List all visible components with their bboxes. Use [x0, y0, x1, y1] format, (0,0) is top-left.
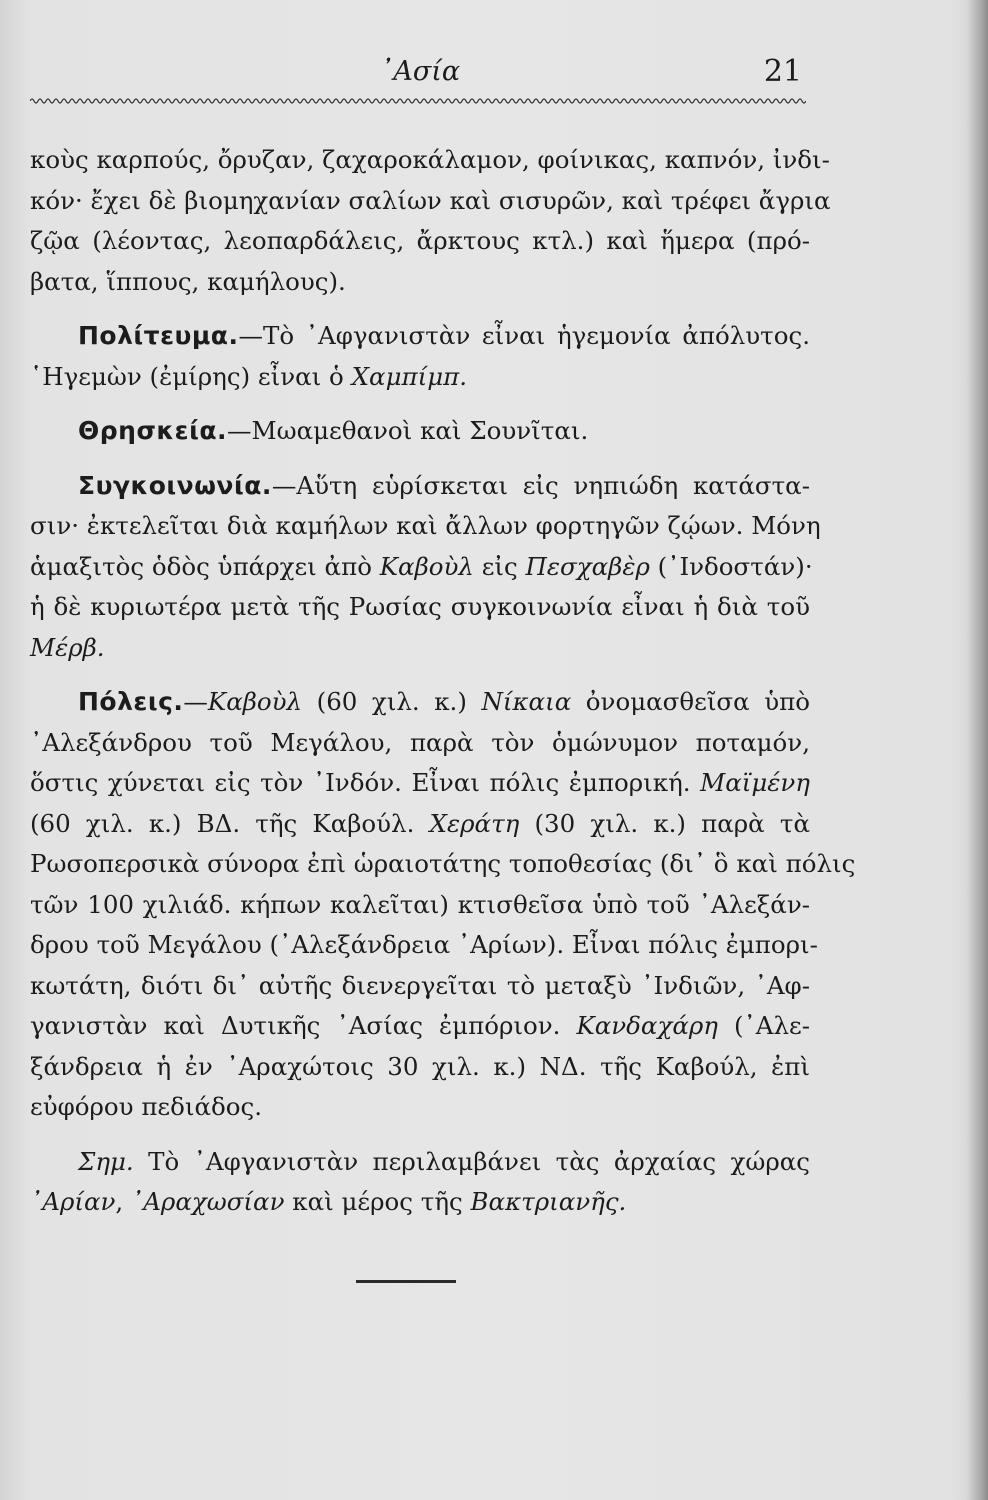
- text-run: ῾Ηγεμὼν (ἐμίρης) εἶναι ὁ: [30, 361, 352, 391]
- text-line: [30, 357, 810, 398]
- text-line: κωτάτη, διότι δι᾿ αὐτῆς διενεργεῖται τὸ μεταξὺ ᾿Ινδιῶν, ᾿Αφ-: [30, 970, 810, 1000]
- text-line: ᾿Αλεξάνδρου τοῦ Μεγάλου, παρὰ τὸν ὁμώνυμον ποταμόν,: [30, 727, 810, 757]
- italic-name: Κανδαχάρη: [576, 1011, 718, 1040]
- text-run: ὀνομασθεῖσα ὑπὸ: [571, 687, 810, 716]
- italic-name: Μαϊμένη: [700, 768, 810, 797]
- text-run: (60 χιλ. κ.): [302, 687, 482, 716]
- text-line: [30, 1142, 810, 1183]
- text-line: τῶν 100 χιλιάδ. κήπων καλεῖται) κτισθεῖσα ὑπὸ τοῦ ᾿Αλεξάν-: [30, 889, 810, 919]
- text-line: [30, 804, 810, 845]
- text-run: (᾿Αλε-: [717, 1011, 810, 1040]
- text-line: [30, 763, 810, 804]
- text-line: Ρωσοπερσικὰ σύνορα ἐπὶ ὡραιοτάτης τοποθεσίας (δι᾿ ὃ καὶ πόλις: [30, 849, 856, 878]
- page-number: 21: [763, 54, 802, 89]
- text-line: σιν· ἐκτελεῖται διὰ καμήλων καὶ ἄλλων φορτηγῶν ζῴων. Μόνη: [30, 511, 821, 540]
- section-heading-poleis: Πόλεις.: [78, 687, 184, 716]
- text-run: —Τὸ ᾿Αφγανιστὰν εἶναι ἡγεμονία ἀπόλυτος.: [238, 321, 810, 350]
- text-line: [30, 316, 810, 357]
- text-run: —: [183, 687, 208, 716]
- note-label: Σημ.: [78, 1146, 134, 1176]
- text-run: γανιστὰν καὶ Δυτικῆς ᾿Ασίας ἐμπόριον.: [30, 1011, 577, 1040]
- text-line: Μέρβ.: [30, 632, 105, 662]
- body-text: [30, 140, 856, 1223]
- section-heading-politeuma: Πολίτευμα.: [78, 321, 239, 350]
- text-run: (60 χιλ. κ.) ΒΔ. τῆς Καβούλ.: [30, 808, 430, 838]
- text-run: —Μωαμεθανοὶ καὶ Σουνῖται.: [227, 416, 589, 445]
- text-run: —Αὕτη εὑρίσκεται εἰς νηπιώδη κατάστα-: [271, 470, 810, 500]
- running-title: ᾿Ασία: [379, 56, 461, 87]
- text-line: [30, 466, 810, 507]
- section-heading-threskeia: Θρησκεία.: [78, 416, 228, 445]
- text-run: ὅστις χύνεται εἰς τὸν ᾿Ινδόν. Εἶναι πόλις ἐμπορική.: [30, 768, 701, 797]
- text-line: εὐφόρου πεδιάδος.: [30, 1092, 263, 1121]
- text-line: [30, 547, 813, 588]
- text-run: (30 χιλ. κ.) παρὰ τὰ: [519, 808, 810, 838]
- binding-shadow: [966, 0, 988, 1500]
- italic-name: ᾿Αρίαν: [30, 1187, 116, 1216]
- text-line: κοὺς καρπούς, ὄρυζαν, ζαχαροκάλαμον, φοίνικας, καπνόν, ἰνδι-: [30, 145, 830, 174]
- italic-name: Χαμπίμπ.: [351, 361, 468, 391]
- text-line: [30, 1182, 810, 1223]
- italic-name: Πεσχαβὲρ: [525, 551, 650, 581]
- text-run: Τὸ ᾿Αφγανιστὰν περιλαμβάνει τὰς ἀρχαίας χώρας: [133, 1146, 810, 1176]
- italic-name: Βακτριανῆς.: [470, 1187, 627, 1216]
- text-line: ἡ δὲ κυριωτέρα μετὰ τῆς Ρωσίας συγκοινωνία εἶναι ἡ διὰ τοῦ: [30, 592, 810, 621]
- text-line: ζῷα (λέοντας, λεοπαρδάλεις, ἄρκτους κτλ.) καὶ ἥμερα (πρό-: [30, 226, 810, 255]
- text-line: κόν· ἔχει δὲ βιομηχανίαν σαλίων καὶ σισυρῶν, καὶ τρέφει ἄγρια: [30, 185, 831, 215]
- italic-name: Νίκαια: [481, 687, 572, 716]
- text-run: ἁμαξιτὸς ὁδὸς ὑπάρχει ἀπὸ: [30, 551, 380, 581]
- italic-name: ᾿Αραχωσίαν: [130, 1187, 285, 1216]
- text-run: εἰς: [473, 551, 526, 581]
- text-line: δρου τοῦ Μεγάλου (᾿Αλεξάνδρεια ᾿Αρίων). Εἶναι πόλις ἐμπορι-: [30, 930, 818, 959]
- italic-name: Χεράτη: [429, 808, 520, 838]
- closing-rule: [356, 1280, 456, 1283]
- section-heading-sygkoinonia: Συγκοινωνία.: [78, 470, 272, 500]
- text-line: ξάνδρεια ἡ ἐν ᾿Αραχώτοις 30 χιλ. κ.) ΝΔ. τῆς Καβούλ, ἐπὶ: [30, 1051, 810, 1081]
- wavy-rule-divider: [30, 94, 806, 108]
- text-line: [30, 411, 810, 452]
- italic-name: Καβοὺλ: [379, 551, 474, 581]
- text-run: (᾿Ινδοστάν)·: [649, 551, 813, 581]
- italic-name: Καβοὺλ: [207, 687, 303, 716]
- text-run: καὶ μέρος τῆς: [284, 1187, 471, 1216]
- text-run: ,: [115, 1187, 131, 1216]
- text-line: [30, 1006, 810, 1047]
- text-line: [30, 682, 810, 723]
- text-line: βατα, ἵππους, καμήλους).: [30, 266, 346, 296]
